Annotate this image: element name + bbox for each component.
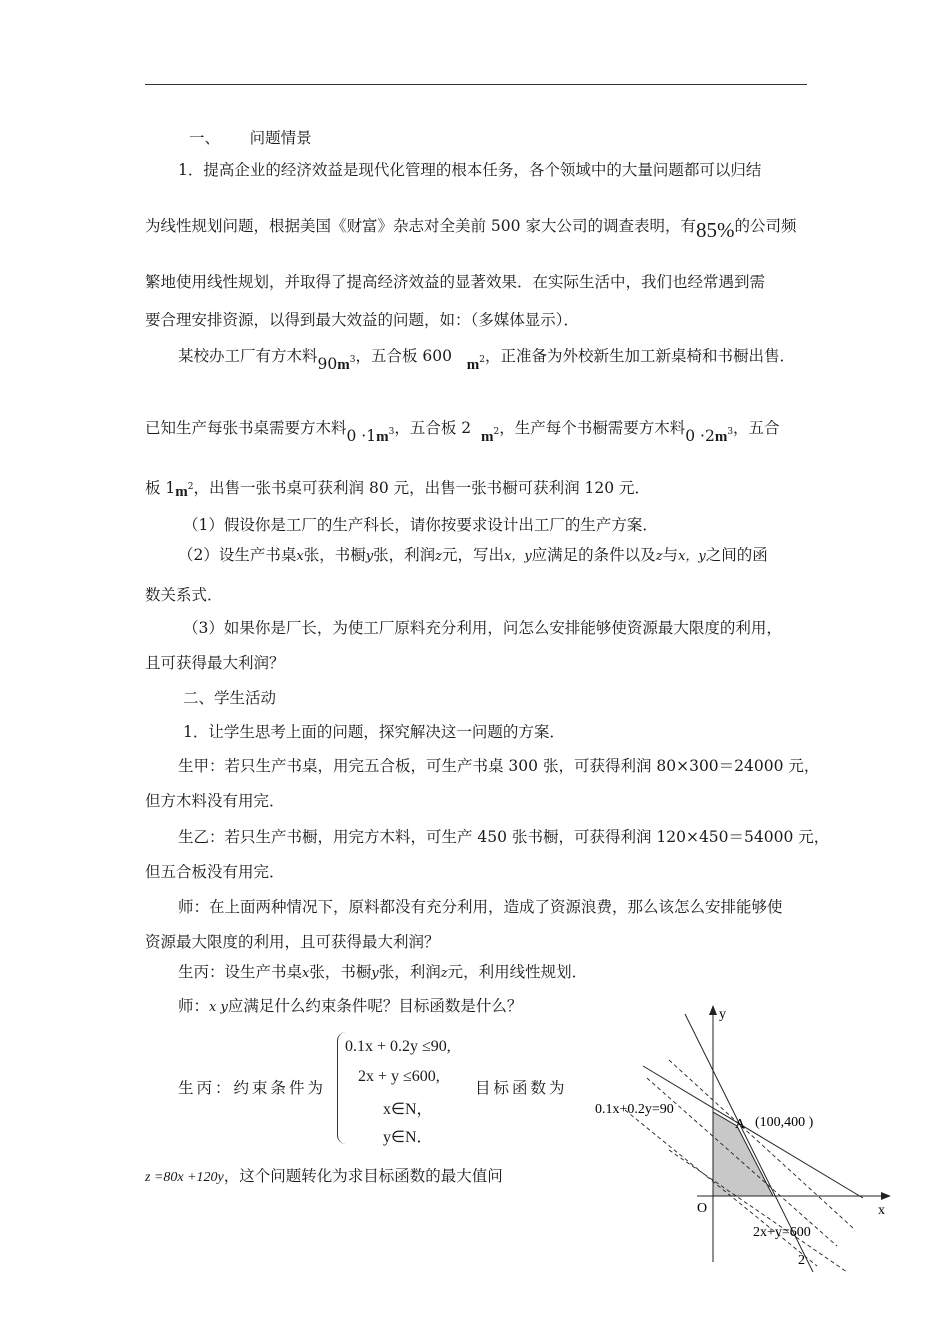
x-axis-arrow-icon <box>881 1192 891 1200</box>
teacher3-text-b: 应满足什么约束条件呢？目标函数是什么？ <box>227 997 523 1015</box>
q2-text-a: （2）设生产书桌 <box>178 546 297 564</box>
constraint-1: 0.1x + 0.2y ≤90, <box>345 1038 451 1055</box>
var-xy: x，y <box>503 549 532 564</box>
unit-exp: 3 <box>727 427 734 437</box>
unit-m: m <box>175 484 188 500</box>
student-bing-constraint-intro: 生丙：约束条件为 <box>178 1079 327 1097</box>
var-y: y <box>365 549 374 564</box>
section-number: 一、 <box>189 129 221 147</box>
para2-line3 <box>145 478 650 501</box>
bing-text-d: 元，利用线性规划． <box>447 963 588 981</box>
unit-m: m <box>466 357 480 373</box>
para2-line1 <box>178 346 796 373</box>
y-axis-label: y <box>719 1007 726 1022</box>
wood-amount-num: 90 <box>317 355 338 373</box>
objective-line <box>145 1166 503 1188</box>
unit-m: m <box>480 429 494 445</box>
question-3-line2: 且可获得最大利润？ <box>145 654 285 672</box>
student-yi-line2: 但五合板没有用完． <box>145 863 285 881</box>
var-xy: x，y <box>678 549 706 564</box>
objective-level-line-2 <box>647 1078 837 1246</box>
point-a-label: A <box>735 1117 746 1132</box>
teacher3-text-a: 师： <box>178 997 210 1015</box>
unit-exp: 2 <box>493 427 500 437</box>
para2-text-g: ，五合 <box>733 419 780 437</box>
question-2-line1 <box>178 545 768 567</box>
section-heading-1 <box>189 128 312 148</box>
objective-tail: ，这个问题转化为求目标函数的最大值问 <box>223 1167 503 1185</box>
feasible-region-graph <box>585 1000 915 1280</box>
q2-text-e: 应满足的条件以及 <box>531 546 656 564</box>
student-jia-line1: 生甲：若只生产书桌，用完五合板，可生产书桌 300 张，可获得利润 80×300＝24000 元， <box>178 757 820 775</box>
line1-label: 0.1x+0.2y=90 <box>595 1102 674 1117</box>
var-x: x <box>296 549 304 564</box>
unit-exp: 3 <box>349 355 356 365</box>
wood-amount <box>318 354 356 377</box>
line2-label: 2x+y=600 <box>753 1225 811 1240</box>
objective-intro: 目标函数为 <box>475 1079 568 1097</box>
var-x: x <box>302 966 310 981</box>
question-3-line1: （3）如果你是厂长，为使工厂原料充分利用，问怎么安排能够使资源最大限度的利用， <box>183 619 782 637</box>
x-axis-label: x <box>878 1203 885 1218</box>
constraint-2: 2x + y ≤600, <box>358 1068 440 1085</box>
section-heading-2: 二、学生活动 <box>183 689 277 707</box>
unit-exp: 3 <box>388 427 395 437</box>
question-1: （1）假设你是工厂的生产科长，请你按要求设计出工厂的生产方案． <box>183 516 658 534</box>
constraint-4: y∈N． <box>383 1129 433 1146</box>
plywood-unit <box>467 354 485 377</box>
line3-label: 2 <box>798 1253 805 1268</box>
constraint-3: x∈N， <box>383 1101 433 1118</box>
percent-value: 85% <box>695 218 735 242</box>
q2-text-c: 张，利润 <box>373 546 436 564</box>
var-z: z <box>655 549 663 564</box>
student-bing-line1 <box>178 962 587 984</box>
q2-text-d: 元，写出 <box>441 546 504 564</box>
para2-text-c: ，正准备为外校新生加工新桌椅和书橱出售． <box>485 347 796 365</box>
para1-line2-tail: 的公司频 <box>734 217 797 235</box>
para2-text-f: ，生产每个书橱需要方木料 <box>499 419 686 437</box>
bing-text-c: 张，利润 <box>378 963 441 981</box>
shelf-wood-num: 0 ·2 <box>685 427 715 445</box>
shelf-plywood-unit <box>175 481 193 504</box>
para2-text-e: ，五合板 2 <box>394 419 472 437</box>
y-axis-arrow-icon <box>709 1005 717 1015</box>
desk-wood-num: 0 ·1 <box>346 427 377 445</box>
desk-plywood-unit <box>481 426 499 449</box>
q2-text-b: 张，书橱 <box>303 546 366 564</box>
bing-text-b: 张，书橱 <box>309 963 372 981</box>
shelf-wood <box>685 426 733 449</box>
objective-function: z =80x +120y <box>145 1170 224 1185</box>
para1-line2 <box>145 214 797 242</box>
teacher-line3 <box>178 996 522 1018</box>
student-yi-line1: 生乙：若只生产书橱，用完方木料，可生产 450 张书橱，可获得利润 120×450＝54000 元， <box>178 828 830 846</box>
desk-wood <box>347 426 395 449</box>
teacher-line1: 师：在上面两种情况下，原料都没有充分利用，造成了资源浪费，那么该怎么安排能够使 <box>178 898 783 916</box>
origin-label: O <box>697 1201 708 1216</box>
para1-line4: 要合理安排资源，以得到最大效益的问题，如：（多媒体显示）． <box>145 311 580 329</box>
constraint-system <box>337 1032 467 1150</box>
activity-line1: 1．让学生思考上面的问题，探究解决这一问题的方案． <box>183 723 565 741</box>
q2-text-g: 之间的函 <box>705 546 768 564</box>
section-title: 问题情景 <box>249 129 312 147</box>
para2-text-d: 已知生产每张书桌需要方木料 <box>145 419 347 437</box>
header-rule <box>145 84 807 85</box>
q2-text-f: 与 <box>662 546 679 564</box>
student-jia-line2: 但方木料没有用完． <box>145 792 285 810</box>
var-xy: x y <box>209 1000 228 1015</box>
teacher-line2: 资源最大限度的利用，且可获得最大利润？ <box>145 933 440 951</box>
unit-exp: 2 <box>479 355 486 365</box>
para1-line1: 1．提高企业的经济效益是现代化管理的根本任务，各个领域中的大量问题都可以归结 <box>178 161 762 179</box>
question-2-line2: 数关系式． <box>145 586 223 604</box>
para1-line3: 繁地使用线性规划，并取得了提高经济效益的显著效果．在实际生活中，我们也经常遇到需 <box>145 273 766 291</box>
var-z: z <box>435 549 442 564</box>
para2-text-i: ，出售一张书桌可获利润 80 元，出售一张书橱可获利润 120 元． <box>193 479 651 497</box>
para2-text-h: 板 1 <box>145 479 176 497</box>
para2-text-a: 某校办工厂有方木料 <box>178 347 318 365</box>
para2-line2 <box>145 418 780 445</box>
unit-m: m <box>376 429 389 445</box>
para2-text-b: ，五合板 600 <box>355 347 452 365</box>
point-a-coord: (100,400 ) <box>755 1115 814 1130</box>
unit-exp: 2 <box>187 482 194 492</box>
bing-text-a: 生丙：设生产书桌 <box>178 963 303 981</box>
unit-m: m <box>337 357 350 373</box>
var-z: z <box>440 966 448 981</box>
var-y: y <box>371 966 379 981</box>
unit-m: m <box>714 429 728 445</box>
para1-line2-text: 为线性规划问题，根据美国《财富》杂志对全美前 500 家大公司的调查表明，有 <box>145 217 696 235</box>
